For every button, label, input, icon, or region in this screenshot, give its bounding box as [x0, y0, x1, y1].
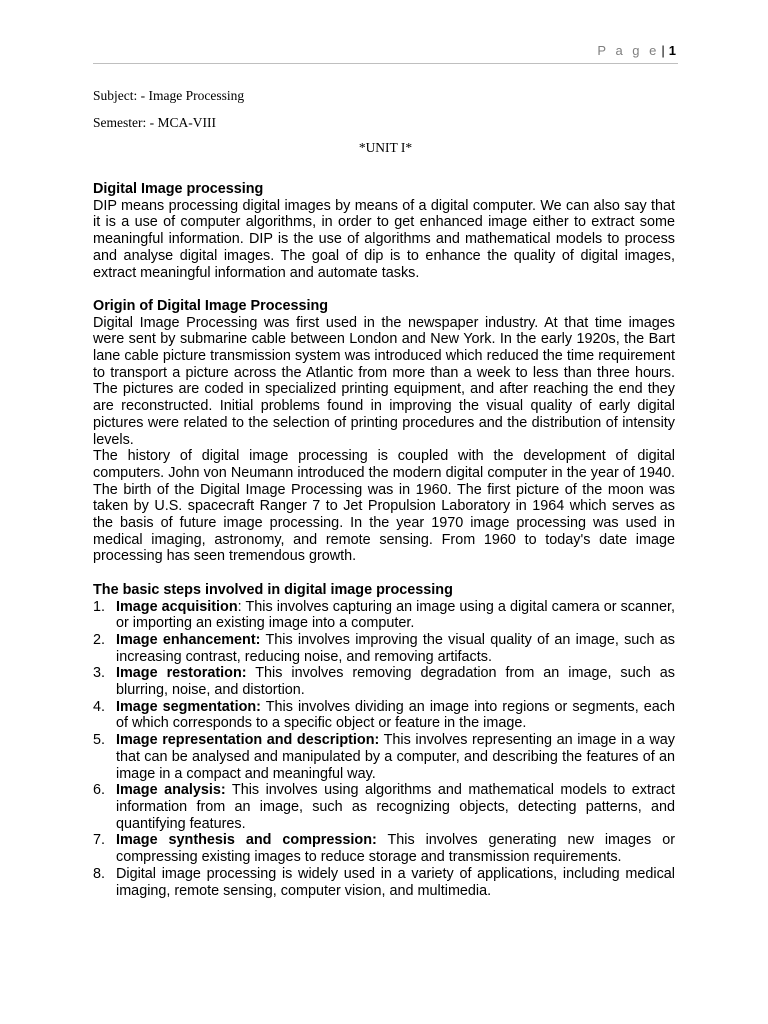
- section-paragraph-origin-1: Digital Image Processing was first used in the newspaper industry. At that time images were sent by submarine cable between London and New York. In the early 1920s, the Bart lane cable picture transmission system was introduced which reduced the time requirement to transport a picture across the Atlantic from more than a week to less than three hours. The pictures are coded in specialized printing equipment, and after reaching the end they are reconstructed. Initial problems found in improving the visual quality of early digital pictures were related to the selection of printing procedures and the distribution of intensity levels.: [93, 314, 675, 448]
- list-item-number: 8.: [93, 865, 106, 882]
- section-paragraph-dip: DIP means processing digital images by means of a digital computer. We can also say that it is a use of computer algorithms, in order to get enhanced image either to extract some meaningful information. DIP is the use of algorithms and mathematical models to process and analyse digital images. The goal of dip is to enhance the quality of digital images, extract meaningful information and automate tasks.: [93, 197, 675, 281]
- spacer: [93, 281, 675, 298]
- list-item-body: [116, 699, 675, 732]
- list-item-number: 1.: [93, 598, 106, 615]
- section-paragraph-origin-2: The history of digital image processing is coupled with the development of digital computers. John von Neumann introduced the modern digital computer in the year of 1940. The birth of the Digital Image Processing was in 1960. The first picture of the moon was taken by U.S. spacecraft Ranger 7 to Jet Propulsion Laboratory in 1964 which serves as the basis of future image processing. In the year 1970 image processing was used in medical imaging, astronomy, and remote sensing. From 1960 to today's date image processing has seen tremendous growth.: [93, 448, 675, 565]
- list-item-number: 7.: [93, 832, 106, 849]
- list-item: [93, 665, 675, 698]
- list-item-text: This involves representing an image in a way that can be analysed and manipulated by a computer, and describing the features of an image in a compact and meaningful way.: [116, 732, 676, 782]
- list-item-number: 3.: [93, 665, 106, 682]
- list-item-text: This involves generating new images or compressing existing images to reduce storage and transmission requirements.: [116, 832, 675, 866]
- list-item-term: Image restoration:: [116, 665, 247, 682]
- list-item-number: 5.: [93, 732, 106, 749]
- page-number-indicator: [597, 43, 676, 58]
- subject-line: Subject: - Image Processing: [93, 88, 245, 103]
- list-item: [93, 866, 675, 899]
- page-separator: |: [661, 43, 665, 58]
- list-item-term: Image synthesis and compression:: [116, 832, 377, 849]
- list-item: [93, 832, 675, 865]
- list-item: [93, 599, 675, 632]
- list-item-text: This involves removing degradation from an image, such as blurring, noise, and distortion.: [116, 665, 675, 699]
- list-item: [93, 632, 675, 665]
- section-heading-dip: Digital Image processing: [93, 181, 264, 197]
- list-item-term: Image acquisition: [116, 598, 238, 615]
- list-item-body: [116, 782, 675, 832]
- list-item-number: 2.: [93, 631, 106, 648]
- list-item-text: This involves using algorithms and mathematical models to extract information from an image, such as recognizing objects, detecting patterns, and quantifying features.: [116, 782, 675, 832]
- section-heading-origin: Origin of Digital Image Processing: [93, 297, 329, 314]
- spacer: [93, 565, 675, 582]
- list-item-text: This involves dividing an image into regions or segments, each of which corresponds to a specific object or feature in the image.: [116, 698, 675, 732]
- list-item-body: [116, 599, 675, 632]
- list-item-body: [116, 832, 675, 865]
- list-item-body: [116, 866, 675, 899]
- list-item-text: Digital image processing is widely used in a variety of applications, including medical imaging, remote sensing, computer vision, and multimedia.: [116, 865, 675, 899]
- list-item-body: [116, 665, 675, 698]
- page-number: 1: [668, 43, 676, 58]
- list-item: [93, 782, 675, 832]
- section-heading-steps: The basic steps involved in digital image processing: [93, 581, 453, 598]
- steps-list: [93, 599, 675, 900]
- list-item-number: 6.: [93, 782, 106, 799]
- list-item-body: [116, 632, 675, 665]
- list-item-text: : This involves capturing an image using a digital camera or scanner, or importing an existing image into a computer.: [116, 598, 675, 632]
- page-label: P a g e: [597, 43, 660, 58]
- list-item: [93, 699, 675, 732]
- list-item-term: Image analysis:: [116, 782, 226, 799]
- page-header: [93, 41, 678, 64]
- list-item-text: This involves improving the visual quality of an image, such as increasing contrast, reducing noise, and removing artifacts.: [116, 631, 675, 665]
- semester-line: Semester: - MCA-VIII: [93, 115, 216, 130]
- document-body: [93, 181, 675, 899]
- list-item: [93, 732, 675, 782]
- list-item-term: Image enhancement:: [116, 631, 261, 648]
- unit-title: *UNIT I*: [358, 140, 413, 155]
- list-item-body: [116, 732, 675, 782]
- list-item-term: Image segmentation:: [116, 698, 261, 715]
- list-item-term: Image representation and description:: [116, 732, 380, 749]
- list-item-number: 4.: [93, 698, 106, 715]
